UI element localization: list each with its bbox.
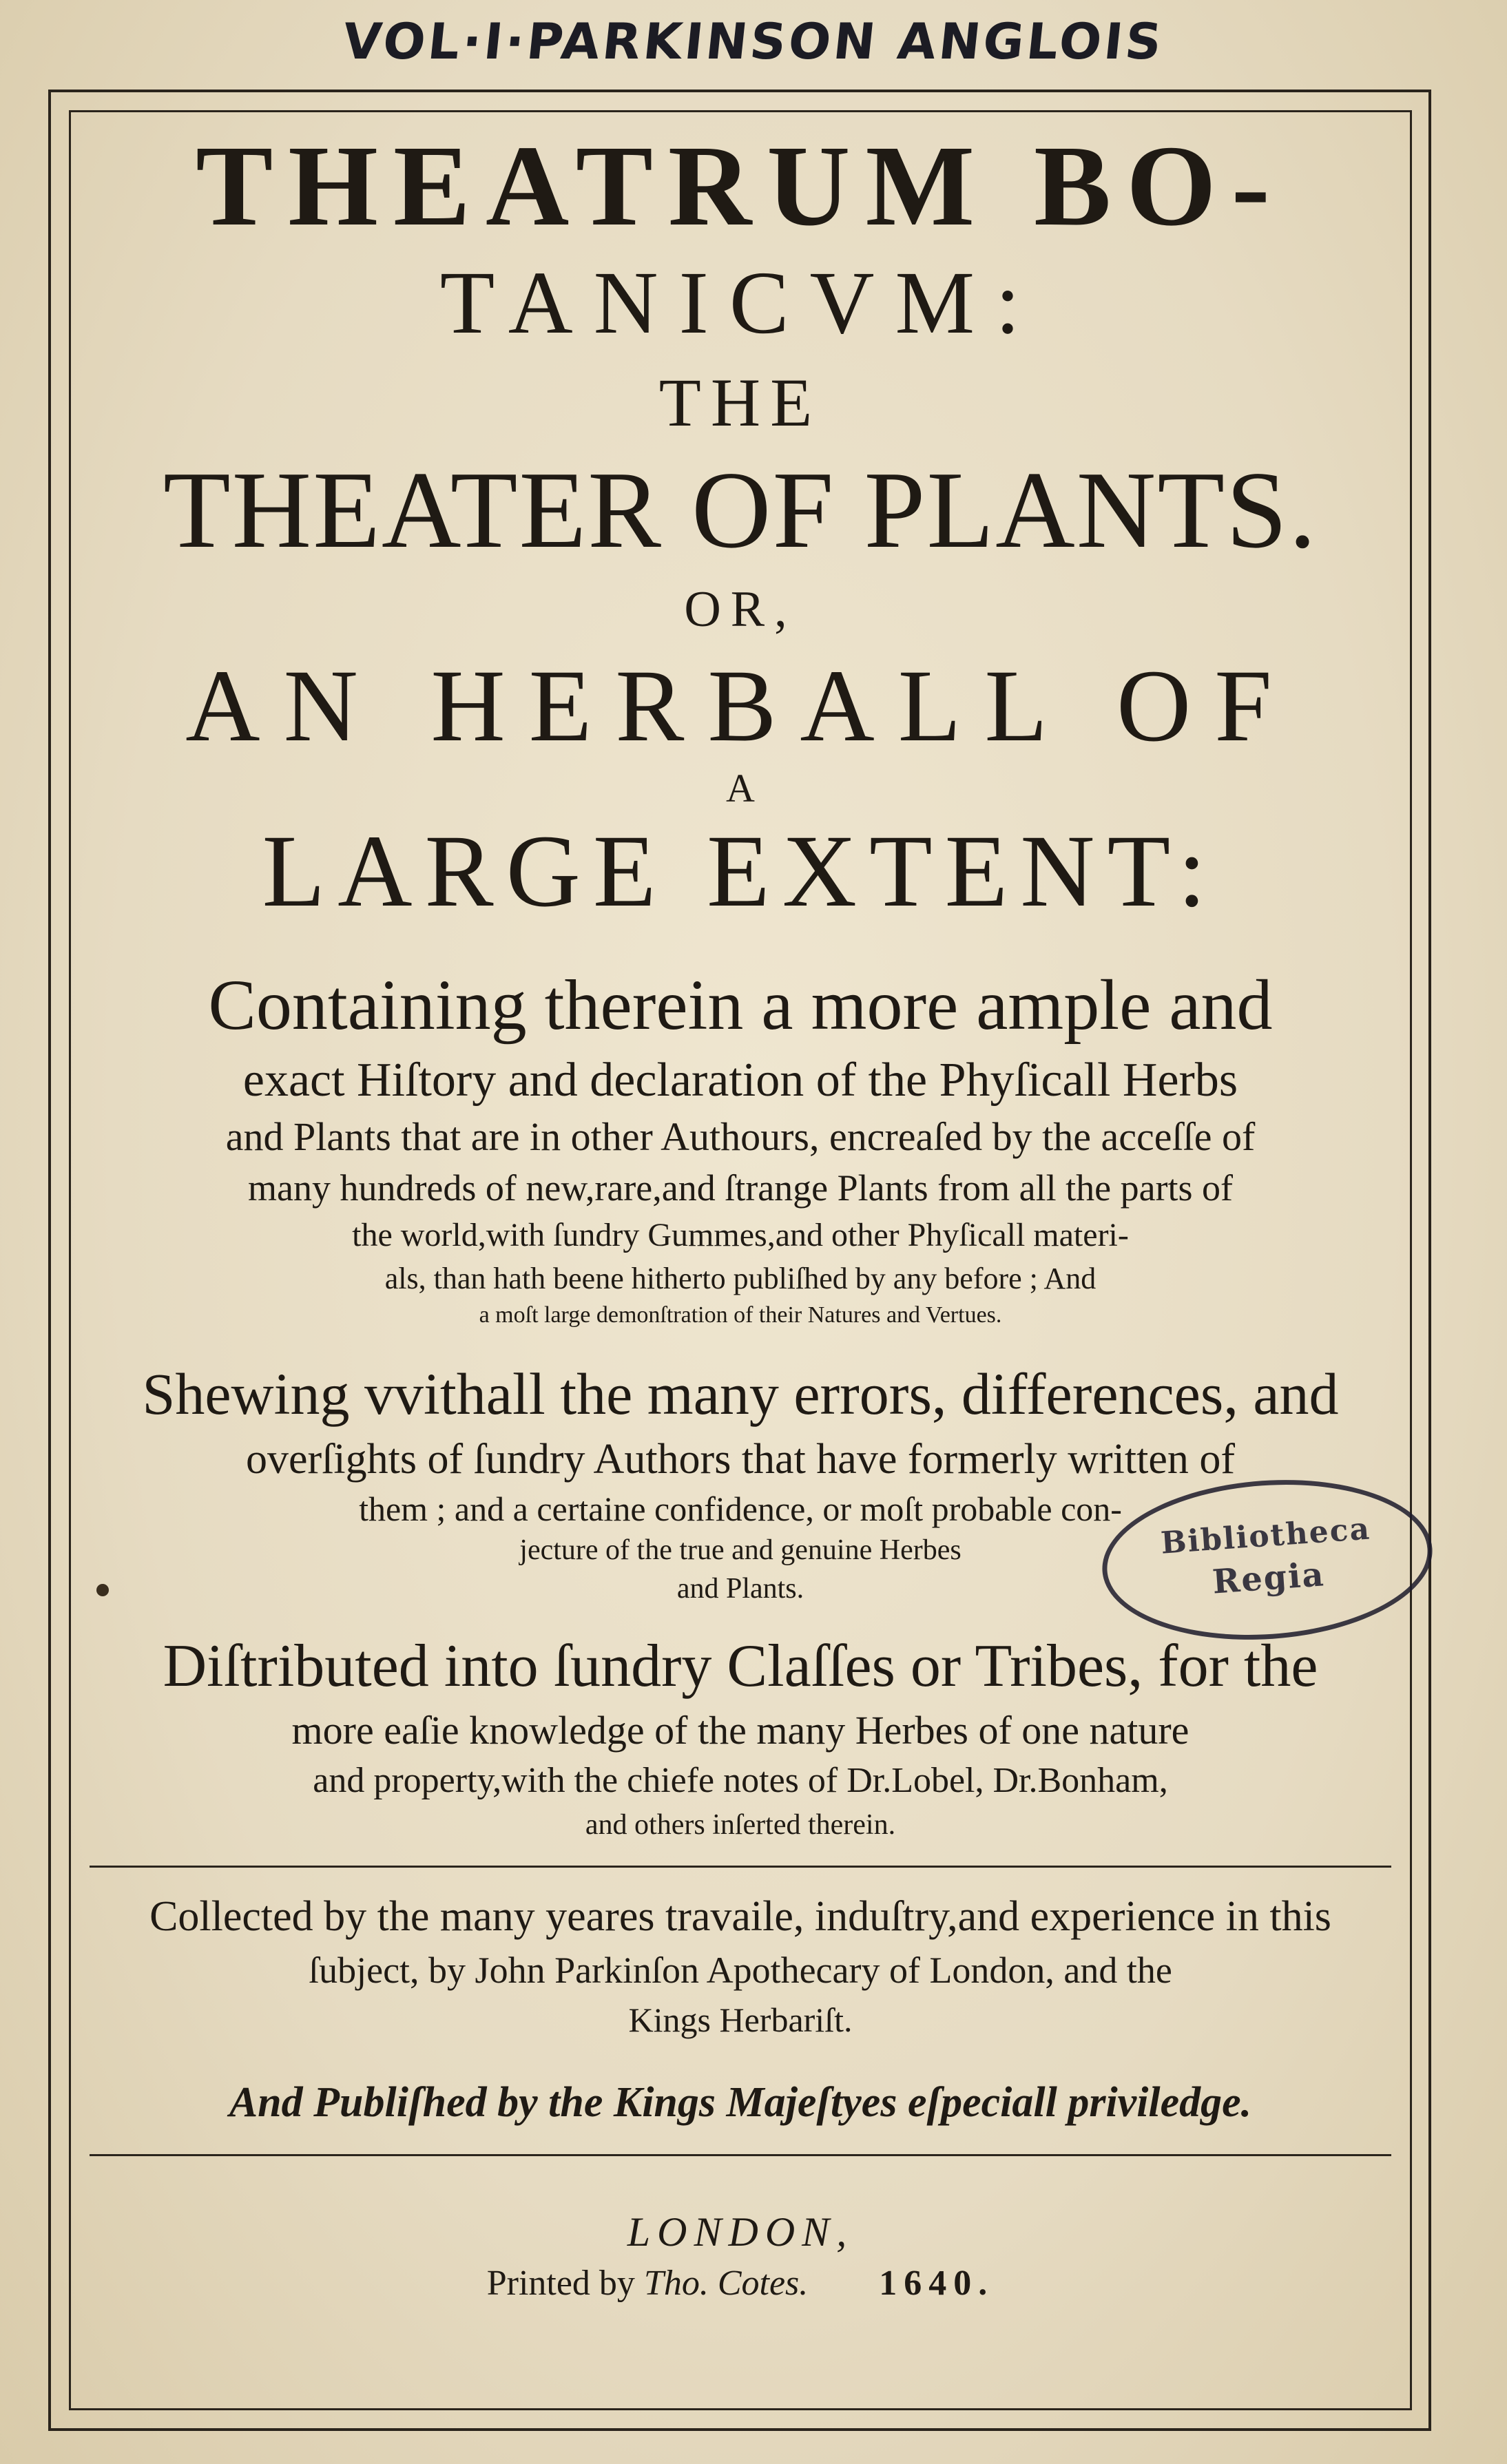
stamp-line-1: Bibliotheca	[1159, 1511, 1372, 1561]
title-line-3: THE	[658, 364, 822, 441]
containing-line-6: als, than hath beene hitherto publiſhed by any before ; And	[384, 1262, 1097, 1295]
ink-spot	[96, 1584, 109, 1596]
divider-rule-2	[90, 2154, 1391, 2156]
title-line-6: AN HERBALL OF	[185, 649, 1296, 763]
shewing-line-5: and Plants.	[676, 1573, 804, 1605]
imprint-year: 1640.	[879, 2264, 995, 2303]
distributed-line-3: and property,with the chiefe notes of Dr.Lobel, Dr.Bonham,	[313, 1761, 1168, 1800]
containing-line-2: exact Hiſtory and declaration of the Phyſicall Herbs	[242, 1054, 1238, 1107]
title-line-7: A	[726, 768, 755, 809]
distributed-line-1: Diſtributed into ſundry Claſſes or Tribes, for the	[163, 1633, 1318, 1700]
imprint-printer-line	[76, 2259, 1405, 2308]
stamp-line-2: Regia	[1211, 1555, 1327, 1602]
imprint-printed-by: Printed by	[486, 2264, 635, 2303]
containing-line-3: and Plants that are in other Authours, encreaſed by the acceſſe of	[225, 1114, 1256, 1159]
divider-rule-1	[90, 1866, 1391, 1868]
distributed-line-4: and others inſerted therein.	[585, 1809, 896, 1841]
handwritten-note: VOL·I·PARKINSON ANGLOIS	[340, 12, 1167, 70]
shewing-line-3: them ; and a certaine confidence, or moſt probable con-	[359, 1490, 1122, 1528]
privilege-line: And Publiſhed by the Kings Majeſtyes eſpeciall priviledge.	[229, 2079, 1252, 2126]
containing-line-1: Containing therein a more ample and	[208, 965, 1273, 1045]
title-page	[76, 121, 1405, 2393]
collected-line-3: Kings Herbariſt.	[628, 2001, 853, 2039]
containing-line-7: a moſt large demonſtration of their Natures and Vertues.	[479, 1302, 1002, 1328]
title-line-8: LARGE EXTENT:	[262, 814, 1219, 928]
containing-line-5: the world,with ſundry Gummes,and other Phyſicall materi-	[352, 1217, 1129, 1253]
title-line-4: THEATER OF PLANTS.	[163, 448, 1318, 571]
shewing-line-2: overſights of ſundry Authors that have formerly written of	[245, 1436, 1236, 1483]
collected-line-2: ſubject, by John Parkinſon Apothecary of London, and the	[309, 1950, 1172, 1991]
shewing-line-1: Shewing vvithall the many errors, differences, and	[142, 1361, 1339, 1427]
shewing-line-4: jecture of the true and genuine Herbes	[519, 1534, 962, 1566]
imprint-city: LONDON,	[627, 2209, 854, 2255]
imprint-printer: Tho. Cotes.	[643, 2264, 809, 2303]
collected-line-1: Collected by the many yeares travaile, induſtry,and experience in this	[149, 1893, 1331, 1940]
title-line-5: OR,	[684, 581, 797, 638]
title-line-2: TANICVM:	[439, 253, 1041, 353]
containing-line-4: many hundreds of new,rare,and ſtrange Plants from all the parts of	[247, 1167, 1234, 1209]
distributed-line-2: more eaſie knowledge of the many Herbes of one nature	[291, 1708, 1189, 1753]
title-line-1: THEATRUM BO-	[196, 122, 1285, 250]
